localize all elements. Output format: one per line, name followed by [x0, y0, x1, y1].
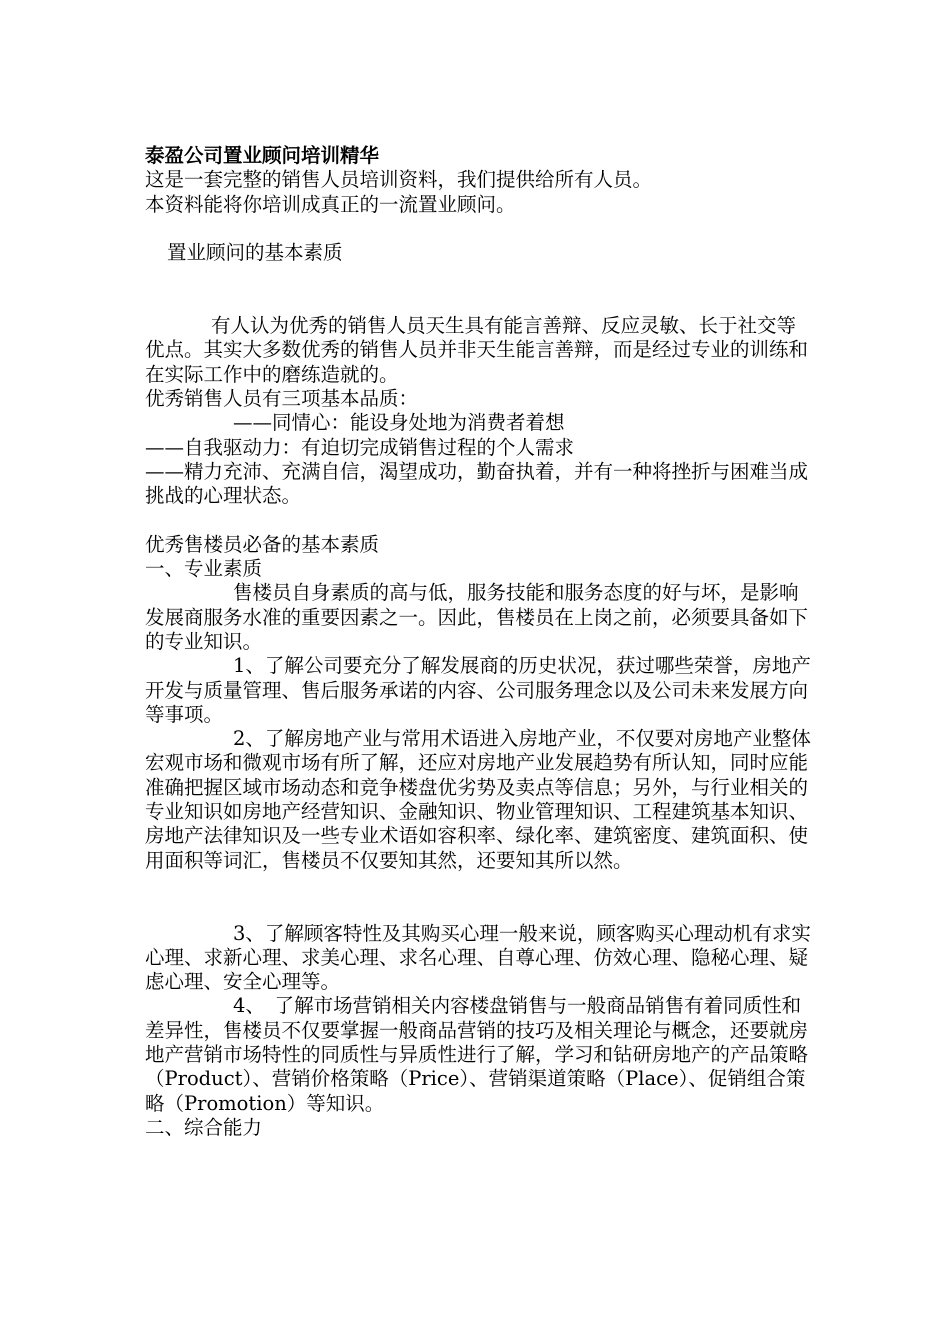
spacer — [145, 873, 815, 897]
list-item-2: 2、了解房地产业与常用术语进入房地产业，不仅要对房地产业整体宏观市场和微观市场有所了解，还应对房地产业发展趋势有所认知，同时应能准确把握区域市场动态和竞争楼盘优劣势及卖点等信息；另外，与行业相关的专业知识如房地产经营知识、金融知识、物业管理知识、工程建筑基本知识、房地产法律知识及一些专业术语如容积率、绿化率、建筑密度、建筑面积、使用面积等词汇，售楼员不仅要知其然，还要知其所以然。 — [145, 727, 811, 872]
document-body — [145, 144, 815, 1140]
quality-self-drive: ——自我驱动力：有迫切完成销售过程的个人需求 — [145, 435, 575, 459]
paragraph-professional: 售楼员自身素质的高与低，服务技能和服务态度的好与坏，是影响发展商服务水准的重要因素之一。因此，售楼员在上岗之前，必须要具备如下的专业知识。 — [145, 581, 809, 653]
paragraph-born-talent: 有人认为优秀的销售人员天生具有能言善辩、反应灵敏、长于社交等优点。其实大多数优秀的销售人员并非天生能言善辩，而是经过专业的训练和在实际工作中的磨练造就的。 — [145, 314, 809, 386]
list-item-1: 1、了解公司要充分了解发展商的历史状况，获过哪些荣誉，房地产开发与质量管理、售后服务承诺的内容、公司服务理念以及公司未来发展方向等事项。 — [145, 654, 811, 726]
spacer — [145, 217, 815, 241]
intro-line-1: 这是一套完整的销售人员培训资料，我们提供给所有人员。 — [145, 168, 653, 192]
list-item-3: 3、了解顾客特性及其购买心理一般来说，顾客购买心理动机有求实心理、求新心理、求美心理、求名心理、自尊心理、仿效心理、隐秘心理、疑虑心理、安全心理等。 — [145, 921, 811, 994]
spacer — [145, 290, 815, 314]
heading-comprehensive: 二、综合能力 — [145, 1115, 263, 1139]
spacer — [145, 265, 815, 289]
list-item-4: 4、 了解市场营销相关内容楼盘销售与一般商品销售有着同质性和差异性，售楼员不仅要掌握一般商品营销的技巧及相关理论与概念，还要就房地产营销市场特性的同质性与异质性进行了解，学习和钻研房地产的产品策略（Product）、营销价格策略（Price）、营销渠道策略（Place）、促销组合策略（Promotion）等知识。 — [145, 994, 809, 1115]
section-heading: 置业顾问的基本素质 — [167, 241, 343, 265]
spacer — [145, 897, 815, 921]
heading-essentials: 优秀售楼员必备的基本素质 — [145, 532, 380, 556]
intro-line-2: 本资料能将你培训成真正的一流置业顾问。 — [145, 192, 516, 216]
heading-professional: 一、专业素质 — [145, 557, 263, 581]
paragraph-three-qualities: 优秀销售人员有三项基本品质： — [145, 386, 419, 410]
quality-energy: ——精力充沛、充满自信，渴望成功，勤奋执着，并有一种将挫折与困难当成挑战的心理状态。 — [145, 459, 809, 508]
spacer — [145, 508, 815, 532]
document-title: 泰盈公司置业顾问培训精华 — [145, 144, 380, 167]
quality-empathy: ——同情心：能设身处地为消费者着想 — [233, 411, 565, 435]
